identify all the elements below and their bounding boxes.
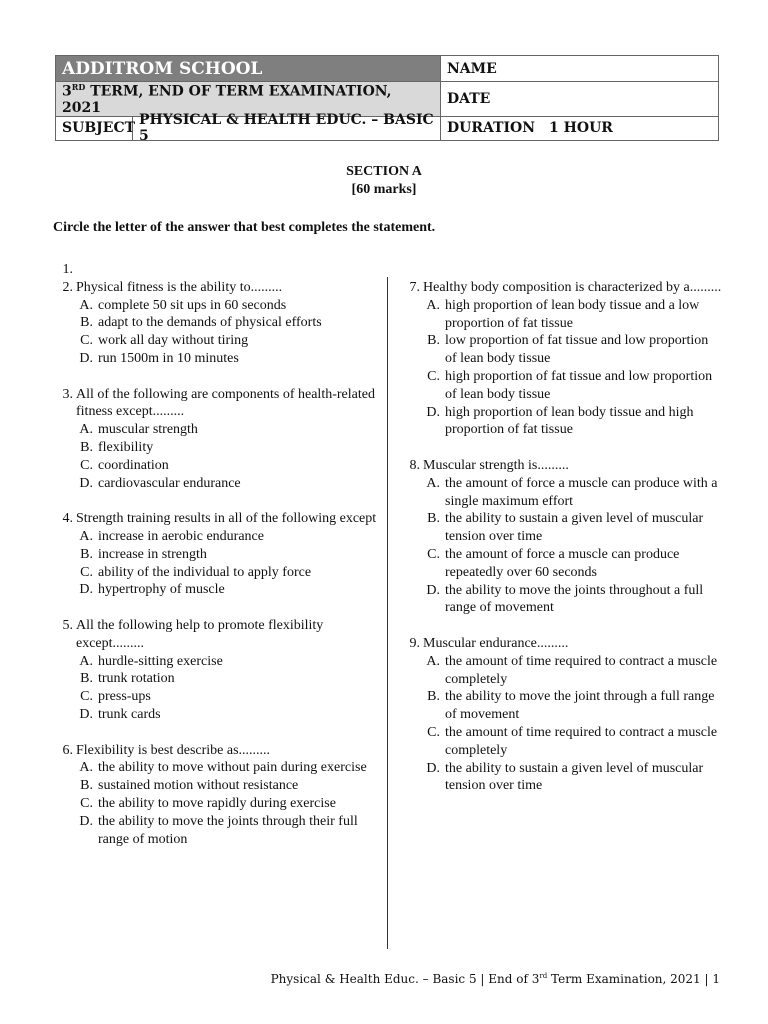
- answer-option[interactable]: [75, 688, 378, 706]
- left-question-column: [53, 261, 378, 848]
- option-letter: C.: [427, 368, 440, 384]
- option-letter: D.: [426, 404, 440, 420]
- answer-option[interactable]: [75, 670, 378, 688]
- option-text: muscular strength: [98, 422, 198, 438]
- option-text: the ability to sustain a given level of muscular tension over time: [445, 511, 704, 545]
- option-text: coordination: [98, 457, 169, 473]
- answer-option[interactable]: [422, 368, 722, 404]
- option-letter: A.: [79, 653, 93, 669]
- answer-option[interactable]: [75, 564, 378, 582]
- option-text: the ability to sustain a given level of muscular tension over time: [445, 760, 704, 794]
- answer-option[interactable]: [75, 297, 378, 315]
- option-letter: D.: [426, 582, 440, 598]
- option-letter: C.: [427, 724, 440, 740]
- option-text: complete 50 sit ups in 60 seconds: [98, 297, 287, 313]
- answer-options: [75, 297, 378, 368]
- option-text: high proportion of lean body tissue and high proportion of fat tissue: [445, 404, 694, 438]
- question-number: 8.: [409, 457, 420, 473]
- option-text: the amount of time required to contract a muscle completely: [445, 653, 718, 687]
- duration-value: 1 HOUR: [549, 120, 613, 137]
- question-item: [53, 279, 378, 297]
- answer-option[interactable]: [422, 332, 722, 368]
- answer-option[interactable]: [75, 706, 378, 724]
- question-item: [400, 457, 722, 475]
- page-footer: Physical & Health Educ. – Basic 5 | End of 3rd Term Examination, 2021 | 1: [270, 972, 720, 986]
- option-text: flexibility: [98, 439, 154, 455]
- answer-option[interactable]: [75, 421, 378, 439]
- question-item: [53, 742, 378, 760]
- option-letter: B.: [427, 511, 440, 527]
- option-text: low proportion of fat tissue and low proportion of lean body tissue: [445, 333, 709, 367]
- question-number: 9.: [409, 635, 420, 651]
- option-letter: C.: [427, 546, 440, 562]
- answer-option[interactable]: [75, 759, 378, 777]
- option-letter: C.: [80, 564, 93, 580]
- answer-option[interactable]: [75, 581, 378, 599]
- answer-option[interactable]: [75, 457, 378, 475]
- school-name: ADDITROM SCHOOL: [56, 56, 441, 82]
- option-letter: D.: [426, 760, 440, 776]
- option-letter: A.: [79, 760, 93, 776]
- column-divider: [387, 277, 388, 949]
- option-letter: C.: [80, 795, 93, 811]
- option-letter: A.: [79, 528, 93, 544]
- question-item: [53, 386, 378, 422]
- answer-options: [75, 759, 378, 848]
- option-text: trunk rotation: [98, 671, 175, 687]
- option-text: the amount of time required to contract a muscle completely: [445, 724, 718, 758]
- question-number: 3.: [62, 386, 73, 402]
- option-text: adapt to the demands of physical efforts: [98, 315, 322, 331]
- option-letter: B.: [80, 546, 93, 562]
- answer-options: [75, 528, 378, 599]
- answer-option[interactable]: [422, 475, 722, 511]
- option-letter: B.: [427, 333, 440, 349]
- question-text: Strength training results in all of the following except: [76, 511, 377, 527]
- question-item: [53, 617, 378, 653]
- option-letter: B.: [80, 778, 93, 794]
- option-letter: A.: [426, 653, 440, 669]
- right-question-column: [400, 279, 722, 795]
- answer-options: [422, 475, 722, 617]
- option-letter: C.: [80, 689, 93, 705]
- answer-option[interactable]: [422, 546, 722, 582]
- answer-option[interactable]: [422, 760, 722, 796]
- question-number: 1.: [62, 262, 73, 277]
- name-label: NAME: [441, 56, 719, 82]
- answer-option[interactable]: [422, 724, 722, 760]
- answer-option[interactable]: [75, 813, 378, 849]
- question-number: 7.: [409, 280, 420, 295]
- option-letter: A.: [426, 475, 440, 491]
- option-letter: D.: [79, 350, 93, 366]
- answer-option[interactable]: [75, 795, 378, 813]
- answer-option[interactable]: [422, 582, 722, 618]
- option-text: hurdle-sitting exercise: [98, 653, 223, 669]
- option-text: the ability to move the joints throughout a full range of movement: [445, 582, 704, 616]
- question-number: 4.: [62, 511, 73, 527]
- option-text: increase in strength: [98, 546, 207, 562]
- option-text: the ability to move the joints through their full range of motion: [98, 813, 358, 847]
- option-text: increase in aerobic endurance: [98, 528, 264, 544]
- question-number: 5.: [62, 617, 73, 633]
- answer-option[interactable]: [75, 314, 378, 332]
- option-letter: A.: [426, 297, 440, 313]
- option-text: high proportion of fat tissue and low proportion of lean body tissue: [445, 368, 713, 402]
- question-item: [53, 510, 378, 528]
- option-text: sustained motion without resistance: [98, 778, 299, 794]
- duration-cell: [441, 116, 719, 140]
- answer-option[interactable]: [75, 546, 378, 564]
- answer-option[interactable]: [75, 332, 378, 350]
- section-title: SECTION A: [346, 164, 422, 179]
- answer-option[interactable]: [422, 510, 722, 546]
- instruction-text: Circle the letter of the answer that best completes the statement.: [53, 220, 436, 235]
- question-item: [53, 261, 378, 279]
- option-letter: B.: [80, 439, 93, 455]
- option-text: ability of the individual to apply force: [98, 564, 312, 580]
- option-letter: C.: [80, 333, 93, 349]
- option-text: high proportion of lean body tissue and a low proportion of fat tissue: [445, 297, 700, 331]
- option-text: the ability to move the joint through a full range of movement: [445, 689, 715, 723]
- answer-options: [75, 653, 378, 724]
- duration-label: DURATION: [447, 120, 536, 137]
- answer-options: [422, 653, 722, 795]
- question-text: Muscular endurance.........: [423, 635, 569, 651]
- answer-option[interactable]: [75, 350, 378, 368]
- answer-option[interactable]: [422, 653, 722, 689]
- section-marks: [60 marks]: [351, 182, 417, 197]
- question-item: [400, 279, 722, 297]
- question-number: 2.: [62, 279, 73, 295]
- answer-option[interactable]: [422, 688, 722, 724]
- option-letter: D.: [79, 706, 93, 722]
- question-text: All the following help to promote flexibility except.........: [76, 617, 324, 651]
- question-text: All of the following are components of health-related fitness except.........: [76, 386, 375, 420]
- option-letter: C.: [80, 457, 93, 473]
- option-text: the ability to move without pain during exercise: [98, 760, 367, 776]
- answer-option[interactable]: [75, 475, 378, 493]
- question-text: Flexibility is best describe as.........: [76, 742, 271, 758]
- question-number: 6.: [62, 742, 73, 758]
- term-title: 3RD TERM, END OF TERM EXAMINATION, 2021: [56, 82, 441, 117]
- option-letter: A.: [79, 422, 93, 438]
- option-letter: A.: [79, 297, 93, 313]
- option-letter: D.: [79, 475, 93, 491]
- answer-option[interactable]: [75, 528, 378, 546]
- answer-option[interactable]: [422, 404, 722, 440]
- option-text: the ability to move rapidly during exercise: [98, 795, 336, 811]
- answer-options: [422, 297, 722, 439]
- subject-cell: [56, 112, 441, 145]
- option-letter: D.: [79, 582, 93, 598]
- option-text: cardiovascular endurance: [98, 475, 241, 491]
- answer-option[interactable]: [422, 297, 722, 333]
- option-letter: B.: [427, 689, 440, 705]
- option-text: press-ups: [98, 689, 151, 705]
- subject-value: PHYSICAL & HEALTH EDUC. – BASIC 5: [139, 112, 434, 145]
- option-text: work all day without tiring: [98, 333, 249, 349]
- option-letter: D.: [79, 813, 93, 829]
- answer-options: [75, 421, 378, 492]
- subject-label: SUBJECT: [56, 117, 133, 140]
- answer-option[interactable]: [75, 653, 378, 671]
- question-text: Physical fitness is the ability to.........: [76, 279, 283, 295]
- option-text: the amount of force a muscle can produce with a single maximum effort: [445, 475, 718, 509]
- answer-option[interactable]: [75, 439, 378, 457]
- question-text: Muscular strength is.........: [423, 457, 569, 473]
- exam-header-table: [55, 55, 719, 145]
- question-item: [400, 635, 722, 653]
- option-text: run 1500m in 10 minutes: [98, 350, 239, 366]
- option-text: trunk cards: [98, 706, 161, 722]
- date-label: DATE: [441, 82, 719, 117]
- option-letter: B.: [80, 315, 93, 331]
- question-text: Healthy body composition is characterized by a.........: [423, 280, 722, 295]
- option-text: hypertrophy of muscle: [98, 582, 225, 598]
- option-letter: B.: [80, 671, 93, 687]
- answer-option[interactable]: [75, 777, 378, 795]
- option-text: the amount of force a muscle can produce repeatedly over 60 seconds: [445, 546, 680, 580]
